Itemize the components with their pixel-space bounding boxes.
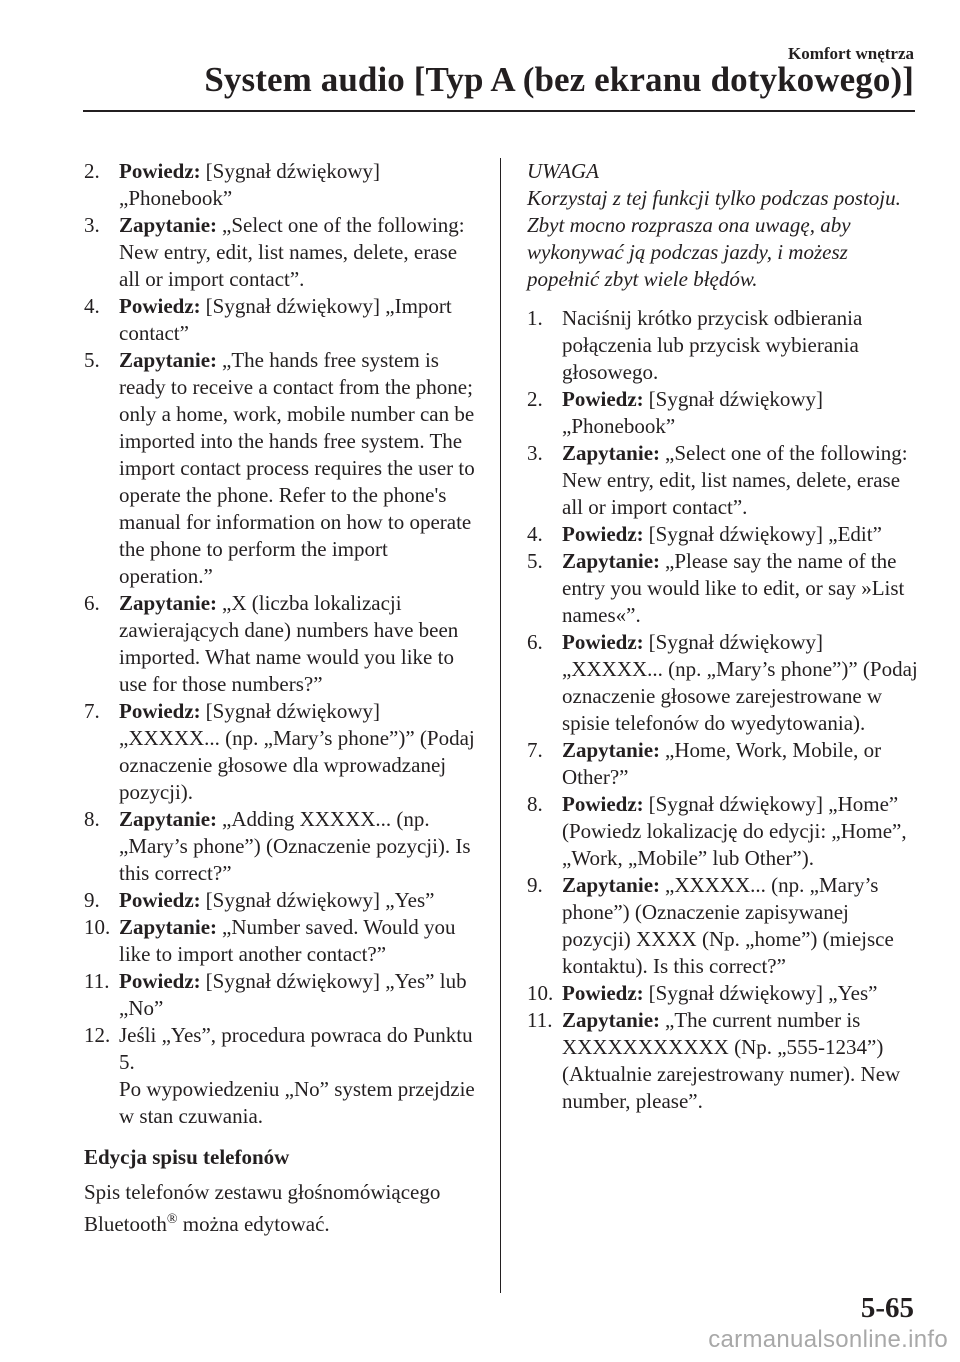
list-item: [84, 698, 476, 806]
item-text: [Sygnał dźwiękowy] „Yes”: [205, 888, 435, 912]
item-number: 5.: [84, 348, 100, 372]
list-item: [84, 212, 476, 293]
section-paragraph-text: Spis telefonów zestawu głośnomówiącego Bluetooth: [84, 1180, 441, 1236]
item-text: „Home, Work, Mobile, or Other?”: [562, 738, 882, 789]
item-keyword: Zapytanie:: [119, 591, 218, 615]
list-item: [527, 521, 919, 548]
item-number: 10.: [84, 915, 111, 939]
item-text: „X (liczba lokalizacji zawierających dane) numbers have been imported. What name would you like to use for those numbers?”: [119, 591, 459, 696]
list-item: [84, 914, 476, 968]
item-number: 3.: [527, 441, 543, 465]
item-keyword: Powiedz:: [119, 699, 201, 723]
item-text: „Select one of the following: New entry, edit, list names, delete, erase all or import contact”.: [562, 441, 908, 519]
item-text: „Select one of the following: New entry, edit, list names, delete, erase all or import contact”.: [119, 213, 465, 291]
item-keyword: Powiedz:: [562, 792, 644, 816]
item-number: 4.: [84, 294, 100, 318]
item-text: [Sygnał dźwiękowy] „Edit”: [648, 522, 882, 546]
list-item: [84, 347, 476, 590]
item-keyword: Powiedz:: [562, 387, 644, 411]
item-number: 6.: [527, 630, 543, 654]
item-text: Jeśli „Yes”, procedura powraca do Punktu 5.: [119, 1023, 473, 1074]
item-text: [Sygnał dźwiękowy] „Yes” lub „No”: [119, 969, 467, 1020]
right-steps-list: [527, 305, 919, 1115]
item-keyword: Powiedz:: [119, 969, 201, 993]
list-item: [527, 305, 919, 386]
item-12-extra-text: Po wypowiedzeniu „No” system przejdzie w stan czuwania.: [119, 1077, 475, 1128]
list-item: [527, 1007, 919, 1115]
item-text: [Sygnał dźwiękowy] „XXXXX... (np. „Mary’s phone”)” (Podaj oznaczenie głosowe zarejestrowane w spisie telefonów do wyedytowania).: [562, 630, 918, 735]
section-heading: Edycja spisu telefonów: [84, 1145, 290, 1169]
item-text: [Sygnał dźwiękowy] „Import contact”: [119, 294, 452, 345]
item-number: 11.: [527, 1008, 553, 1032]
list-item: [84, 968, 476, 1022]
item-keyword: Powiedz:: [562, 981, 644, 1005]
list-item: [527, 548, 919, 629]
item-number: 10.: [527, 981, 554, 1005]
item-keyword: Zapytanie:: [562, 549, 661, 573]
list-item: [527, 440, 919, 521]
item-text: „The current number is XXXXXXXXXXX (Np. „555-1234”) (Aktualnie zarejestrowany numer). New number, please”.: [562, 1008, 901, 1113]
item-number: 11.: [84, 969, 110, 993]
item-text: „XXXXX... (np. „Mary’s phone”) (Oznaczenie zapisywanej pozycji) XXXX (Np. „home”) (miejsce kontaktu). Is this correct?”: [562, 873, 894, 978]
item-number: 9.: [84, 888, 100, 912]
item-text: Naciśnij krótko przycisk odbierania połączenia lub przycisk wybierania głosowego.: [562, 306, 863, 384]
header-title: System audio [Typ A (bez ekranu dotykowego)]: [204, 60, 914, 99]
item-keyword: Zapytanie:: [562, 441, 661, 465]
item-number: 2.: [527, 387, 543, 411]
item-keyword: Zapytanie:: [119, 807, 218, 831]
note-body: Korzystaj z tej funkcji tylko podczas postoju. Zbyt mocno rozprasza ona uwagę, aby wykonywać ją podczas jazdy, i możesz popełnić zbyt wiele błędów.: [527, 186, 901, 291]
list-item: [527, 872, 919, 980]
item-number: 8.: [84, 807, 100, 831]
header-subtitle: Komfort wnętrza: [787, 44, 914, 63]
list-item: [527, 386, 919, 440]
item-keyword: Zapytanie:: [119, 348, 218, 372]
item-number: 8.: [527, 792, 543, 816]
note-label: UWAGA: [527, 159, 600, 183]
item-number: 3.: [84, 213, 100, 237]
item-number: 7.: [527, 738, 543, 762]
item-text: [Sygnał dźwiękowy] „Phonebook”: [562, 387, 824, 438]
item-keyword: Zapytanie:: [562, 1008, 661, 1032]
item-number: 5.: [527, 549, 543, 573]
list-item: [84, 158, 476, 212]
list-item: [84, 1022, 476, 1076]
watermark: carmanualsonline.info: [708, 1326, 948, 1353]
list-item: [527, 791, 919, 872]
left-steps-list: [84, 158, 476, 1076]
item-12-extra: [84, 1076, 476, 1130]
item-keyword: Powiedz:: [119, 159, 201, 183]
item-number: 12.: [84, 1023, 111, 1047]
item-number: 7.: [84, 699, 100, 723]
item-text: [Sygnał dźwiękowy] „Yes”: [648, 981, 878, 1005]
list-item: [527, 980, 919, 1007]
item-keyword: Zapytanie:: [562, 738, 661, 762]
right-column: [527, 158, 919, 1115]
item-keyword: Zapytanie:: [119, 213, 218, 237]
section-paragraph: [84, 1179, 476, 1238]
list-item: [84, 887, 476, 914]
item-keyword: Powiedz:: [562, 630, 644, 654]
item-number: 1.: [527, 306, 543, 330]
list-item: [84, 806, 476, 887]
item-text: [Sygnał dźwiękowy] „Home” (Powiedz lokalizację do edycji: „Home”, „Work, „Mobile” lub Other”).: [562, 792, 907, 870]
item-text: [Sygnał dźwiękowy] „XXXXX... (np. „Mary’s phone”)” (Podaj oznaczenie głosowe dla wprowadzanej pozycji).: [119, 699, 475, 804]
item-keyword: Powiedz:: [562, 522, 644, 546]
item-keyword: Powiedz:: [119, 888, 201, 912]
item-number: 9.: [527, 873, 543, 897]
left-column: [84, 158, 476, 1238]
item-text: „Number saved. Would you like to import another contact?”: [119, 915, 456, 966]
section-paragraph-end: można edytować.: [177, 1212, 330, 1236]
list-item: [84, 590, 476, 698]
list-item: [84, 293, 476, 347]
item-text: „The hands free system is ready to receive a contact from the phone; only a home, work, mobile number can be imported into the hands free system. The import contact process requires the user to operate the phone. Refer to the phone's manual for information on how to operate the phone to perform the import operation.”: [119, 348, 475, 588]
header-rule: [83, 110, 915, 112]
item-number: 6.: [84, 591, 100, 615]
item-text: [Sygnał dźwiękowy] „Phonebook”: [119, 159, 381, 210]
item-number: 2.: [84, 159, 100, 183]
item-text: „Adding XXXXX... (np. „Mary’s phone”) (Oznaczenie pozycji). Is this correct?”: [119, 807, 471, 885]
column-divider: [500, 158, 501, 1293]
item-keyword: Zapytanie:: [562, 873, 661, 897]
item-keyword: Zapytanie:: [119, 915, 218, 939]
item-keyword: Powiedz:: [119, 294, 201, 318]
item-text: „Please say the name of the entry you would like to edit, or say »List names«”.: [562, 549, 905, 627]
page-number: 5-65: [860, 1292, 914, 1324]
list-item: [527, 629, 919, 737]
item-number: 4.: [527, 522, 543, 546]
list-item: [527, 737, 919, 791]
registered-mark: ®: [166, 1212, 178, 1227]
